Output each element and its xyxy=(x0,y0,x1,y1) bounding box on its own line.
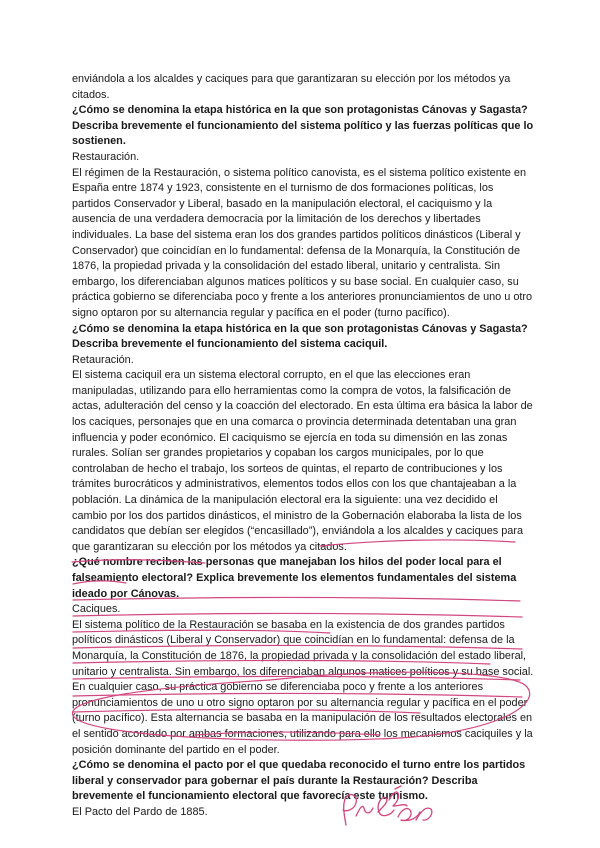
question-3: ¿Qué nombre reciben las personas que manejaban los hilos del poder local para el falseamiento electoral? Explica brevemente los elementos fundamentales del sistema ideado por Cánovas. xyxy=(72,556,517,600)
question-2: ¿Cómo se denomina la etapa histórica en la que son protagonistas Cánovas y Sagasta? Describa brevemente el funcionamiento del sistema caciquil. xyxy=(72,322,528,351)
answer-text-3: El sistema político de la Restauración se basaba en la existencia de dos grandes partidos políticos dinásticos (Liberal y Conservador) que coincidían en lo fundamental: defensa de la Monarquía, la Constitución de 1876, la propiedad privada y la consolidación del estado liberal, unitario y centralista. Sin embargo, los diferenciaban algunos matices políticos y su base social. En cualquier caso, su práctica gobierno se diferenciaba poco y frente a los anteriores pronunciamientos de uno u otro signo optaron por su alternancia regular y pacífica en el poder (turno pacífico). Esta alternancia se basaba en la manipulación de los resultados electorales en el sentido acordado por ambas formaciones, utilizando para ello los mecanismos caciquiles y la posición dominante del partido en el poder. xyxy=(72,618,534,756)
answer-text-continuation: enviándola a los alcaldes y caciques para que garantizaran su elección por los métodos ya citados. xyxy=(72,73,511,101)
question-4: ¿Cómo se denomina el pacto por el que quedaba reconocido el turno entre los partidos liberal y conservador para gobernar el país durante la Restauración? Describa brevemente el funcionamiento electoral que favorecía este turnismo. xyxy=(72,759,526,803)
answer-text-2: El sistema caciquil era un sistema electoral corrupto, en el que las elecciones eran manipuladas, utilizando para ello herramientas como la compra de votos, la falsificación de actas, adulteración del censo y la coacción del electorado. En esta última era básica la labor de los caciques, personajes que en una comarca o provincia determinada detentaban una gran influencia y poder económico. El caciquismo se ejercía en toda su dimensión en las zonas rurales. Solían ser grandes propietarios y copaban los cargos municipales, por lo que controlaban de hecho el trabajo, los sorteos de quintas, el reparto de contribuciones y los trámites burocráticos y administrativos, elementos todos ellos con los que chantajeaban a la población. La dinámica de la manipulación electoral era la siguiente: una vez decidido el cambio por los dos partidos dinásticos, el ministro de la Gobernación elaboraba la lista de los candidatos que debían ser elegidos (“encasillado”), enviándola a los alcaldes y caciques para que garantizaran su elección por los métodos ya citados. xyxy=(72,369,533,553)
short-answer-3: Caciques. xyxy=(72,603,121,616)
short-answer-2: Retauración. xyxy=(72,353,134,366)
short-answer-4: El Pacto del Pardo de 1885. xyxy=(72,805,208,818)
document-body xyxy=(72,72,534,821)
question-1: ¿Cómo se denomina la etapa histórica en la que son protagonistas Cánovas y Sagasta? Describa brevemente el funcionamiento del sistema político y las fuerzas políticas que lo sostienen. xyxy=(72,104,534,148)
answer-text-1: El régimen de la Restauración, o sistema político canovista, es el sistema político existente en España entre 1874 y 1923, consistente en el turnismo de dos formaciones políticas, los partidos Conservador y Liberal, basado en la manipulación electoral, el caciquismo y la ausencia de una verdadera democracia por la limitación de los derechos y libertades individuales. La base del sistema eran los dos grandes partidos políticos dinásticos (Liberal y Conservador) que coincidían en lo fundamental: defensa de la Monarquía, la Constitución de 1876, la propiedad privada y la consolidación del estado liberal, unitario y centralista. Sin embargo, los diferenciaban algunos matices políticos y su base social. En cualquier caso, su práctica gobierno se diferenciaba poco y frente a los anteriores pronunciamientos de uno u otro signo optaron por su alternancia regular y pacífica en el poder (turno pacífico). xyxy=(72,166,533,319)
short-answer-1: Restauración. xyxy=(72,150,140,163)
